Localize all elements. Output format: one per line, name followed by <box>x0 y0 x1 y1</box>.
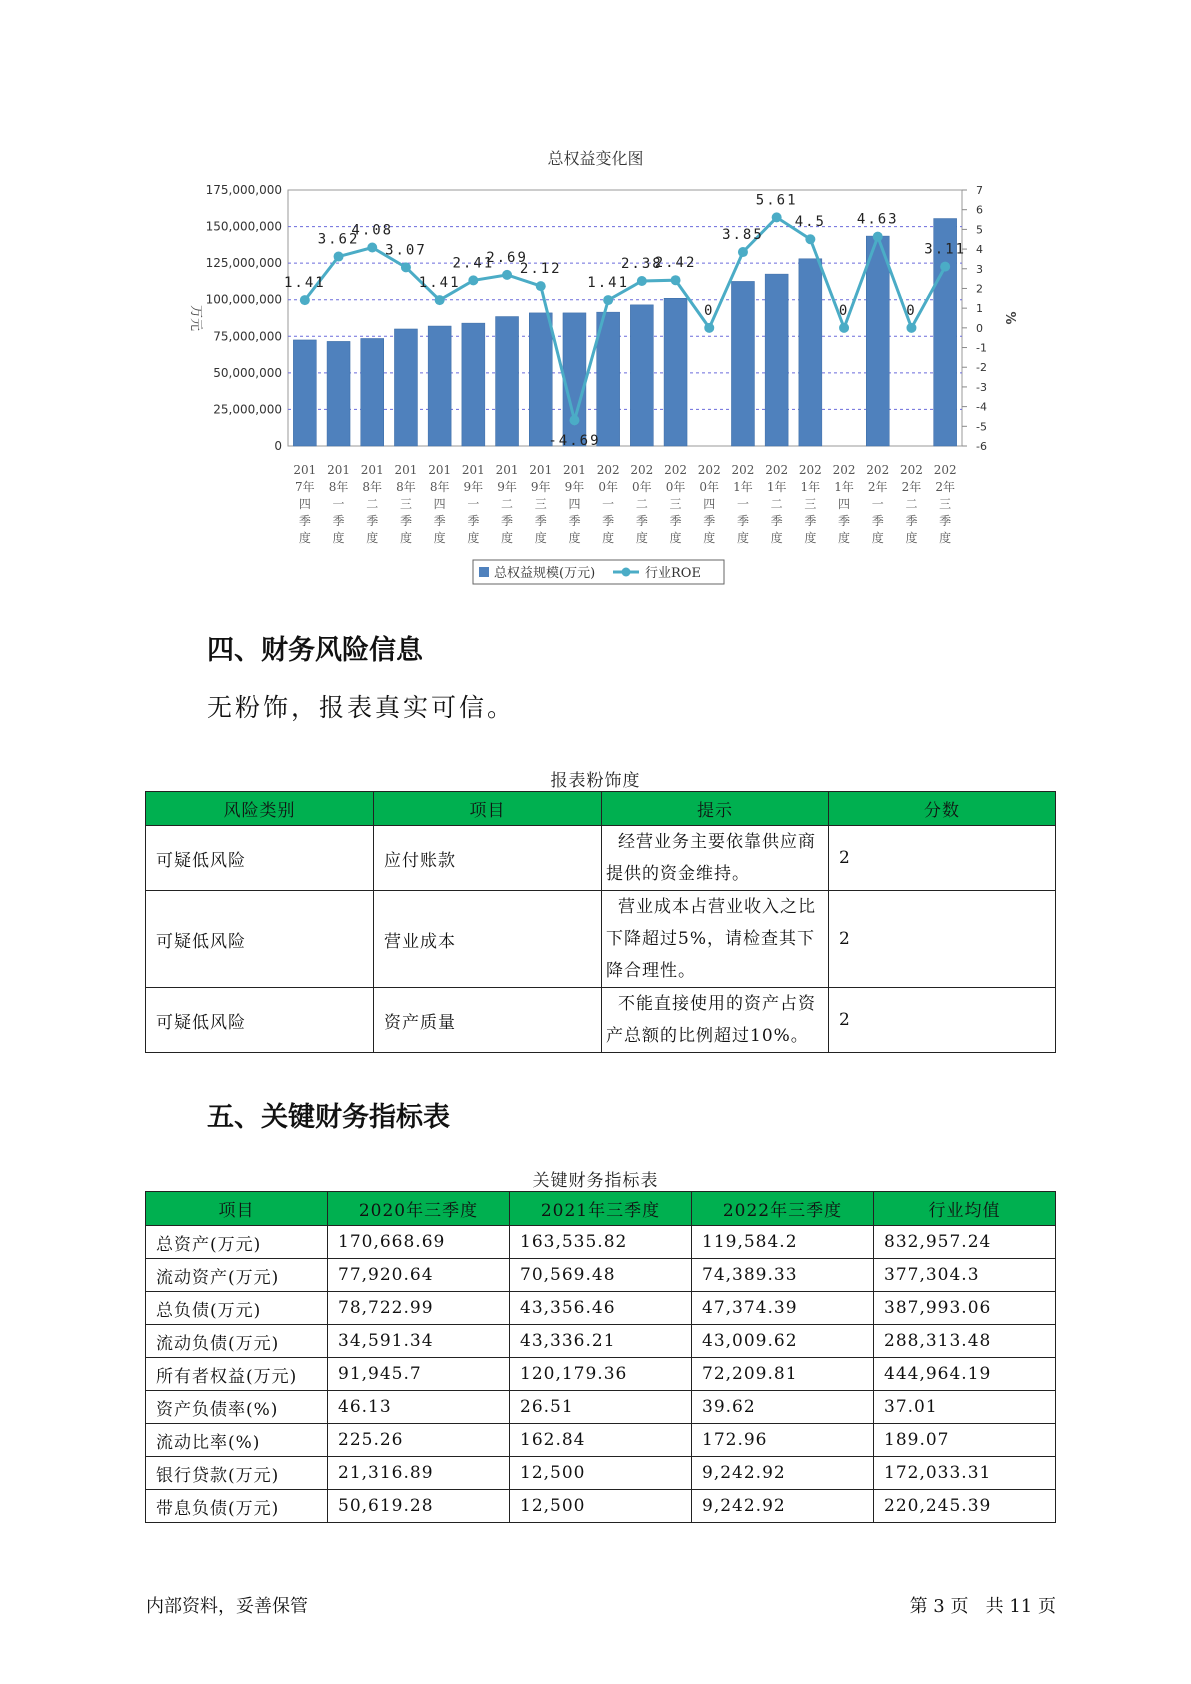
roe-point <box>603 295 613 305</box>
roe-point <box>435 295 445 305</box>
y2-tick-label: -2 <box>976 361 987 375</box>
x-tick-label: 度 <box>905 531 918 545</box>
risk-category: 可疑低风险 <box>146 988 374 1053</box>
x-tick-label: 度 <box>939 531 952 545</box>
roe-point <box>334 252 344 262</box>
bar <box>866 236 889 446</box>
kpi-value: 72,209.81 <box>692 1358 874 1391</box>
table-row <box>146 1292 1056 1325</box>
x-tick-label: 202 <box>933 463 957 477</box>
y2-tick-label: -6 <box>976 440 987 453</box>
x-tick-label: 0年 <box>632 480 652 494</box>
risk-tip: 不能直接使用的资产占资产总额的比例超过10%。 <box>602 988 829 1053</box>
x-tick-label: 2年 <box>935 480 955 494</box>
x-tick-label: 二 <box>635 497 648 511</box>
roe-data-label: 2.38 <box>620 255 663 272</box>
x-tick-label: 7年 <box>295 480 315 494</box>
y-tick-label: 50,000,000 <box>213 365 282 380</box>
x-tick-label: 季 <box>635 514 648 528</box>
kpi-table <box>145 1191 1056 1523</box>
x-tick-label: 二 <box>770 497 783 511</box>
kpi-table-caption: 关键财务指标表 <box>532 1171 659 1191</box>
x-tick-label: 一 <box>332 497 345 511</box>
x-tick-label: 1年 <box>733 480 753 494</box>
y2-tick-label: 2 <box>976 282 983 296</box>
roe-data-label: 5.61 <box>755 192 798 209</box>
kpi-value: 162.84 <box>510 1424 692 1457</box>
kpi-label: 流动比率(%) <box>146 1424 328 1457</box>
bar <box>664 298 687 446</box>
y-tick-label: 150,000,000 <box>205 219 282 234</box>
kpi-header: 2022年三季度 <box>692 1192 874 1226</box>
kpi-value: 26.51 <box>510 1391 692 1424</box>
x-tick-label: 8年 <box>429 480 450 494</box>
x-tick-label: 201 <box>394 463 418 477</box>
table-row <box>146 988 1056 1053</box>
x-tick-label: 季 <box>804 514 817 528</box>
y2-tick-label: 5 <box>976 223 983 237</box>
bar <box>630 305 653 446</box>
kpi-header: 项目 <box>146 1192 328 1226</box>
roe-point <box>772 212 782 222</box>
table-row <box>146 891 1056 988</box>
x-tick-label: 8年 <box>328 480 349 494</box>
kpi-value: 91,945.7 <box>328 1358 510 1391</box>
x-tick-label: 0年 <box>598 480 618 494</box>
x-tick-label: 三 <box>669 497 682 511</box>
kpi-value: 37.01 <box>874 1391 1056 1424</box>
kpi-header: 2020年三季度 <box>328 1192 510 1226</box>
risk-score: 2 <box>829 891 1056 988</box>
roe-point <box>468 275 478 285</box>
roe-data-label: 4.5 <box>794 214 826 231</box>
x-tick-label: 0年 <box>665 480 686 494</box>
kpi-value: 172,033.31 <box>874 1457 1056 1490</box>
bar <box>563 313 586 446</box>
kpi-header: 行业均值 <box>874 1192 1056 1226</box>
kpi-value: 46.13 <box>328 1391 510 1424</box>
kpi-label: 流动资产(万元) <box>146 1259 328 1292</box>
roe-point <box>906 323 916 333</box>
x-tick-label: 1年 <box>834 480 854 494</box>
kpi-value: 9,242.92 <box>692 1457 874 1490</box>
y-tick-label: 100,000,000 <box>205 292 282 307</box>
roe-point <box>704 323 714 333</box>
roe-point <box>502 270 512 280</box>
roe-data-label: -4.69 <box>548 433 601 450</box>
x-tick-label: 季 <box>669 514 682 528</box>
kpi-value: 225.26 <box>328 1424 510 1457</box>
kpi-value: 43,336.21 <box>510 1325 692 1358</box>
risk-score: 2 <box>829 826 1056 891</box>
bar <box>462 323 485 446</box>
roe-point <box>300 295 310 305</box>
kpi-value: 832,957.24 <box>874 1226 1056 1259</box>
x-tick-label: 一 <box>736 497 749 511</box>
x-tick-label: 季 <box>332 514 345 528</box>
roe-data-label: 2.42 <box>654 255 697 272</box>
page-number: 第 3 页 共 11 页 <box>909 1596 1056 1617</box>
y2-tick-label: -1 <box>976 341 987 355</box>
kpi-value: 119,584.2 <box>692 1226 874 1259</box>
x-tick-label: 201 <box>562 463 586 477</box>
roe-data-label: 3.11 <box>924 241 967 258</box>
risk-category: 可疑低风险 <box>146 826 374 891</box>
risk-section-heading: 四、财务风险信息 <box>207 635 423 666</box>
kpi-label: 带息负债(万元) <box>146 1490 328 1523</box>
x-tick-label: 度 <box>635 531 648 545</box>
footer-confidential: 内部资料，妥善保管 <box>146 1596 308 1617</box>
roe-point <box>637 276 647 286</box>
table-row <box>146 1424 1056 1457</box>
table-row <box>146 1358 1056 1391</box>
table-row <box>146 1259 1056 1292</box>
kpi-label: 银行贷款(万元) <box>146 1457 328 1490</box>
roe-point <box>873 232 883 242</box>
x-tick-label: 202 <box>899 463 923 477</box>
kpi-value: 78,722.99 <box>328 1292 510 1325</box>
risk-score: 2 <box>829 988 1056 1053</box>
kpi-label: 总负债(万元) <box>146 1292 328 1325</box>
legend-bar-label: 总权益规模(万元) <box>494 566 596 581</box>
x-tick-label: 度 <box>534 531 547 545</box>
y2-tick-label: 0 <box>976 321 983 335</box>
roe-data-label: 2.69 <box>486 249 528 266</box>
x-tick-label: 一 <box>602 497 615 511</box>
risk-header-score: 分数 <box>829 792 1056 826</box>
x-tick-label: 度 <box>804 531 817 545</box>
x-tick-label: 度 <box>399 531 412 545</box>
chart-title: 总权益变化图 <box>547 149 644 168</box>
x-tick-label: 度 <box>501 531 514 545</box>
risk-header-tip: 提示 <box>602 792 829 826</box>
x-tick-label: 四 <box>838 497 851 511</box>
x-tick-label: 季 <box>433 514 446 528</box>
roe-data-label: 2.12 <box>519 261 562 278</box>
bar <box>293 340 316 446</box>
risk-header-category: 风险类别 <box>146 792 374 826</box>
x-tick-label: 季 <box>838 514 851 528</box>
roe-point <box>940 262 950 272</box>
x-tick-label: 季 <box>534 514 547 528</box>
x-tick-label: 9年 <box>497 480 517 494</box>
x-tick-label: 度 <box>669 531 682 545</box>
roe-data-label: 1.41 <box>587 275 630 292</box>
kpi-value: 288,313.48 <box>874 1325 1056 1358</box>
x-tick-label: 度 <box>298 531 311 545</box>
x-tick-label: 201 <box>529 463 553 477</box>
risk-item: 应付账款 <box>374 826 602 891</box>
kpi-value: 43,356.46 <box>510 1292 692 1325</box>
roe-point <box>536 281 546 291</box>
roe-data-label: 4.63 <box>856 211 899 228</box>
roe-point <box>569 415 579 425</box>
kpi-value: 21,316.89 <box>328 1457 510 1490</box>
bar <box>765 274 788 446</box>
x-tick-label: 四 <box>703 497 716 511</box>
kpi-value: 50,619.28 <box>328 1490 510 1523</box>
risk-item: 营业成本 <box>374 891 602 988</box>
x-tick-label: 0年 <box>699 480 720 494</box>
x-tick-label: 202 <box>596 463 620 477</box>
roe-point <box>367 243 377 253</box>
table-row <box>146 1490 1056 1523</box>
x-tick-label: 度 <box>467 531 480 545</box>
x-tick-label: 季 <box>905 514 918 528</box>
x-tick-label: 202 <box>765 463 789 477</box>
x-tick-label: 202 <box>731 463 755 477</box>
x-tick-label: 1年 <box>800 480 821 494</box>
kpi-label: 所有者权益(万元) <box>146 1358 328 1391</box>
roe-data-label: 3.07 <box>385 242 427 259</box>
roe-point <box>738 247 748 257</box>
x-tick-label: 201 <box>360 463 384 477</box>
x-tick-label: 202 <box>798 463 822 477</box>
y-tick-label: 25,000,000 <box>213 402 282 417</box>
roe-point <box>839 323 849 333</box>
kpi-label: 流动负债(万元) <box>146 1325 328 1358</box>
bar <box>428 326 451 446</box>
risk-header-item: 项目 <box>374 792 602 826</box>
roe-point <box>671 275 681 285</box>
x-tick-label: 202 <box>664 463 688 477</box>
table-row <box>146 826 1056 891</box>
x-tick-label: 度 <box>838 531 851 545</box>
x-tick-label: 度 <box>568 531 581 545</box>
equity-chart <box>0 0 1191 600</box>
x-tick-label: 度 <box>366 531 379 545</box>
x-tick-label: 二 <box>501 497 514 511</box>
roe-data-label: 2.41 <box>452 255 495 272</box>
x-tick-label: 三 <box>534 497 547 511</box>
y-tick-label: 125,000,000 <box>205 256 282 271</box>
legend-bar-swatch <box>479 567 489 577</box>
kpi-value: 387,993.06 <box>874 1292 1056 1325</box>
x-tick-label: 度 <box>433 531 446 545</box>
x-tick-label: 季 <box>298 514 311 528</box>
kpi-value: 12,500 <box>510 1457 692 1490</box>
kpi-value: 12,500 <box>510 1490 692 1523</box>
roe-data-label: 1.41 <box>418 275 461 292</box>
kpi-value: 444,964.19 <box>874 1358 1056 1391</box>
risk-tip: 营业成本占营业收入之比下降超过5%，请检查其下降合理性。 <box>602 891 829 988</box>
x-tick-label: 8年 <box>396 480 416 494</box>
x-tick-label: 一 <box>871 497 884 511</box>
bar <box>799 259 822 446</box>
x-tick-label: 二 <box>366 497 379 511</box>
y2-axis-label: % <box>1002 311 1017 325</box>
x-tick-label: 季 <box>703 514 716 528</box>
bar <box>496 317 519 446</box>
bar <box>361 338 384 446</box>
y-tick-label: 75,000,000 <box>213 329 282 344</box>
x-tick-label: 三 <box>399 497 412 511</box>
x-tick-label: 9年 <box>564 480 585 494</box>
y2-tick-label: -4 <box>976 400 987 414</box>
table-row <box>146 1226 1056 1259</box>
x-tick-label: 202 <box>697 463 721 477</box>
x-tick-label: 9年 <box>530 480 551 494</box>
x-tick-label: 9年 <box>463 480 484 494</box>
x-tick-label: 度 <box>703 531 716 545</box>
x-tick-label: 202 <box>630 463 654 477</box>
kpi-value: 189.07 <box>874 1424 1056 1457</box>
x-tick-label: 季 <box>568 514 581 528</box>
table-row <box>146 1391 1056 1424</box>
risk-category: 可疑低风险 <box>146 891 374 988</box>
kpi-value: 47,374.39 <box>692 1292 874 1325</box>
x-tick-label: 四 <box>298 497 311 511</box>
roe-data-label: 1.41 <box>283 275 326 292</box>
x-tick-label: 季 <box>602 514 615 528</box>
kpi-value: 74,389.33 <box>692 1259 874 1292</box>
x-tick-label: 201 <box>327 463 351 477</box>
roe-point <box>805 234 815 244</box>
x-tick-label: 四 <box>568 497 581 511</box>
roe-data-label: 4.08 <box>351 222 394 239</box>
roe-point <box>401 262 411 272</box>
bar <box>529 313 552 446</box>
bar <box>327 341 350 446</box>
x-tick-label: 季 <box>467 514 480 528</box>
x-tick-label: 2年 <box>867 480 888 494</box>
x-tick-label: 1年 <box>766 480 787 494</box>
x-tick-label: 201 <box>293 463 317 477</box>
kpi-value: 163,535.82 <box>510 1226 692 1259</box>
kpi-value: 220,245.39 <box>874 1490 1056 1523</box>
roe-data-label: 3.85 <box>722 227 764 244</box>
kpi-value: 172.96 <box>692 1424 874 1457</box>
kpi-value: 120,179.36 <box>510 1358 692 1391</box>
x-tick-label: 季 <box>770 514 783 528</box>
x-tick-label: 一 <box>467 497 480 511</box>
y2-tick-label: 7 <box>976 184 983 197</box>
kpi-value: 170,668.69 <box>328 1226 510 1259</box>
risk-table <box>145 791 1056 1053</box>
y2-tick-label: 4 <box>976 243 983 257</box>
kpi-label: 资产负债率(%) <box>146 1391 328 1424</box>
x-tick-label: 202 <box>832 463 856 477</box>
y2-tick-label: -5 <box>976 420 987 434</box>
kpi-value: 9,242.92 <box>692 1490 874 1523</box>
legend-line-label: 行业ROE <box>645 566 701 581</box>
x-tick-label: 四 <box>433 497 446 511</box>
kpi-value: 77,920.64 <box>328 1259 510 1292</box>
x-tick-label: 三 <box>804 497 817 511</box>
y2-tick-label: 6 <box>976 203 983 217</box>
x-tick-label: 202 <box>866 463 890 477</box>
y2-tick-label: -3 <box>976 380 987 394</box>
y2-tick-label: 3 <box>976 262 983 276</box>
x-tick-label: 季 <box>736 514 749 528</box>
risk-table-caption: 报表粉饰度 <box>550 771 641 791</box>
kpi-value: 39.62 <box>692 1391 874 1424</box>
x-tick-label: 季 <box>939 514 952 528</box>
bar <box>731 281 754 446</box>
x-tick-label: 8年 <box>362 480 383 494</box>
bar <box>394 329 417 446</box>
y-axis-label: 万元 <box>188 304 203 332</box>
x-tick-label: 季 <box>399 514 412 528</box>
legend-line-marker <box>622 568 631 577</box>
x-tick-label: 度 <box>871 531 884 545</box>
y-tick-label: 0 <box>274 439 282 453</box>
x-tick-label: 季 <box>501 514 514 528</box>
x-tick-label: 度 <box>770 531 783 545</box>
kpi-value: 34,591.34 <box>328 1325 510 1358</box>
kpi-header: 2021年三季度 <box>510 1192 692 1226</box>
roe-data-label: 0 <box>906 302 917 319</box>
x-tick-label: 季 <box>871 514 884 528</box>
x-tick-label: 三 <box>939 497 952 511</box>
roe-data-label: 3.62 <box>317 231 360 248</box>
roe-data-label: 0 <box>704 302 715 319</box>
x-tick-label: 201 <box>428 463 452 477</box>
y-tick-label: 175,000,000 <box>205 183 282 197</box>
kpi-value: 70,569.48 <box>510 1259 692 1292</box>
x-tick-label: 度 <box>736 531 749 545</box>
kpi-section-heading: 五、关键财务指标表 <box>207 1102 450 1133</box>
risk-tip: 经营业务主要依靠供应商提供的资金维持。 <box>602 826 829 891</box>
table-row <box>146 1325 1056 1358</box>
x-tick-label: 度 <box>332 531 345 545</box>
x-tick-label: 二 <box>905 497 918 511</box>
kpi-label: 总资产(万元) <box>146 1226 328 1259</box>
x-tick-label: 度 <box>602 531 615 545</box>
kpi-value: 43,009.62 <box>692 1325 874 1358</box>
risk-summary: 无粉饰，报表真实可信。 <box>207 693 516 722</box>
x-tick-label: 201 <box>461 463 485 477</box>
table-row <box>146 1457 1056 1490</box>
x-tick-label: 季 <box>366 514 379 528</box>
risk-item: 资产质量 <box>374 988 602 1053</box>
x-tick-label: 2年 <box>901 480 922 494</box>
x-tick-label: 201 <box>495 463 519 477</box>
kpi-value: 377,304.3 <box>874 1259 1056 1292</box>
y2-tick-label: 1 <box>976 302 983 316</box>
roe-data-label: 0 <box>838 302 850 319</box>
